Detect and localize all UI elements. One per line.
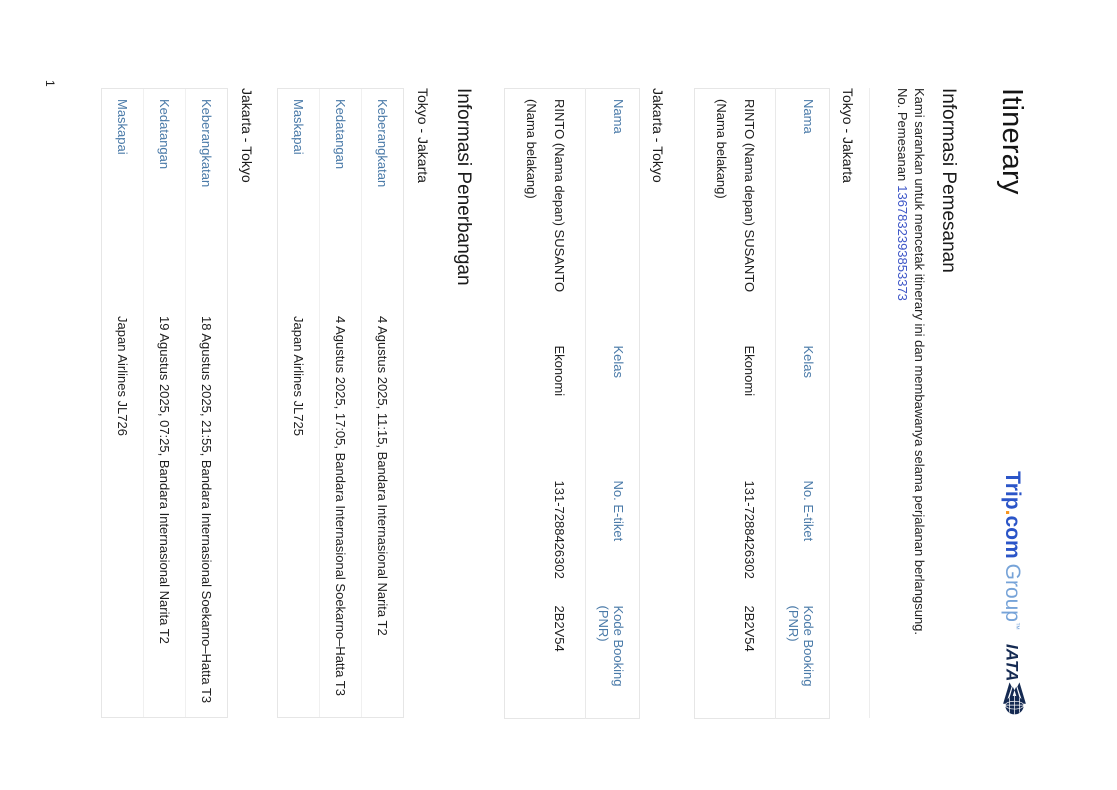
- passenger-table-jakarta-tokyo: [504, 88, 640, 719]
- booking-note: Kami sarankan untuk mencetak itinerary ini dan membawanya selama perjalanan berlangsung.: [912, 88, 927, 636]
- flight-route-heading-jakarta-tokyo: Jakarta - Tokyo: [239, 88, 255, 183]
- table-row: [505, 89, 586, 719]
- col-header-kelas: Kelas: [776, 336, 830, 471]
- trademark-symbol: ™: [1012, 622, 1021, 630]
- table-header-row: [776, 89, 830, 719]
- cell-class: Ekonomi: [742, 345, 757, 397]
- order-number-value: 1367832393853373: [895, 185, 910, 301]
- flight-detail-box-tokyo-jakarta: [277, 88, 404, 718]
- table-row: [695, 89, 776, 719]
- order-number-line: [894, 88, 910, 718]
- tripcom-logo-group: Group: [1001, 563, 1024, 622]
- flight-detail-box-jakarta-tokyo: [101, 88, 228, 718]
- col-header-pnr: Kode Booking (PNR): [586, 596, 640, 719]
- col-header-nama: Nama: [586, 89, 640, 336]
- departure-label: Keberangkatan: [375, 99, 390, 188]
- col-header-etiket: No. E-tiket: [776, 471, 830, 596]
- cell-pnr: 2B2V54: [742, 605, 757, 652]
- col-header-pnr: Kode Booking (PNR): [776, 596, 830, 719]
- tripcom-logo-com: com: [1001, 515, 1024, 559]
- table-header-row: [586, 89, 640, 719]
- col-header-nama: Nama: [776, 89, 830, 336]
- flight-row-airline: [278, 89, 320, 717]
- booking-info-heading: Informasi Pemesanan: [938, 88, 959, 273]
- route-heading-jakarta-tokyo: Jakarta - Tokyo: [650, 88, 666, 183]
- page-title: Itinerary: [996, 88, 1028, 195]
- airline-value: Japan Airlines JL726: [115, 316, 130, 436]
- cell-eticket: 131-7288426302: [552, 480, 567, 579]
- passenger-table-tokyo-jakarta: [694, 88, 830, 719]
- col-header-kelas: Kelas: [586, 336, 640, 471]
- iata-logo-icon: [996, 644, 1028, 718]
- arrival-label: Kedatangan: [333, 99, 348, 170]
- flight-row-arrival: [144, 89, 186, 717]
- flight-row-arrival: [320, 89, 362, 717]
- cell-passenger-name: RINTO (Nama depan) SUSANTO (Nama belakang): [714, 99, 757, 293]
- flight-row-airline: [102, 89, 144, 717]
- order-number-label: No. Pemesanan: [895, 88, 910, 182]
- tripcom-logo-trip: Trip: [1001, 471, 1024, 510]
- col-header-etiket: No. E-tiket: [586, 471, 640, 596]
- flight-row-departure: [362, 89, 403, 717]
- cell-passenger-name: RINTO (Nama depan) SUSANTO (Nama belakang): [524, 99, 567, 293]
- departure-label: Keberangkatan: [199, 99, 214, 188]
- cell-eticket: 131-7288426302: [742, 480, 757, 579]
- airline-label: Maskapai: [291, 99, 306, 155]
- departure-value: 18 Agustus 2025, 21:55, Bandara Internasional Soekarno–Hatta T3: [199, 316, 214, 704]
- flight-route-heading-tokyo-jakarta: Tokyo - Jakarta: [415, 88, 431, 183]
- page-number: 1: [43, 80, 57, 87]
- departure-value: 4 Agustus 2025, 11:15, Bandara Internasional Narita T2: [375, 316, 390, 636]
- svg-text:IATA: IATA: [1002, 644, 1022, 682]
- flight-row-departure: [186, 89, 227, 717]
- section-divider: [869, 88, 870, 718]
- cell-class: Ekonomi: [552, 345, 567, 397]
- route-heading-tokyo-jakarta: Tokyo - Jakarta: [840, 88, 856, 183]
- document-header: [995, 88, 1029, 718]
- cell-pnr: 2B2V54: [552, 605, 567, 652]
- arrival-value: 4 Agustus 2025, 17:05, Bandara Internasional Soekarno–Hatta T3: [333, 316, 348, 696]
- arrival-label: Kedatangan: [157, 99, 172, 170]
- tripcom-logo-dot: .: [1001, 509, 1024, 516]
- airline-value: Japan Airlines JL725: [291, 316, 306, 436]
- flight-info-heading: Informasi Penerbangan: [453, 88, 474, 286]
- brand-logos: [996, 471, 1028, 718]
- tripcom-group-logo: [1000, 471, 1024, 630]
- airline-label: Maskapai: [115, 99, 130, 155]
- arrival-value: 19 Agustus 2025, 07:25, Bandara Internasional Narita T2: [157, 316, 172, 644]
